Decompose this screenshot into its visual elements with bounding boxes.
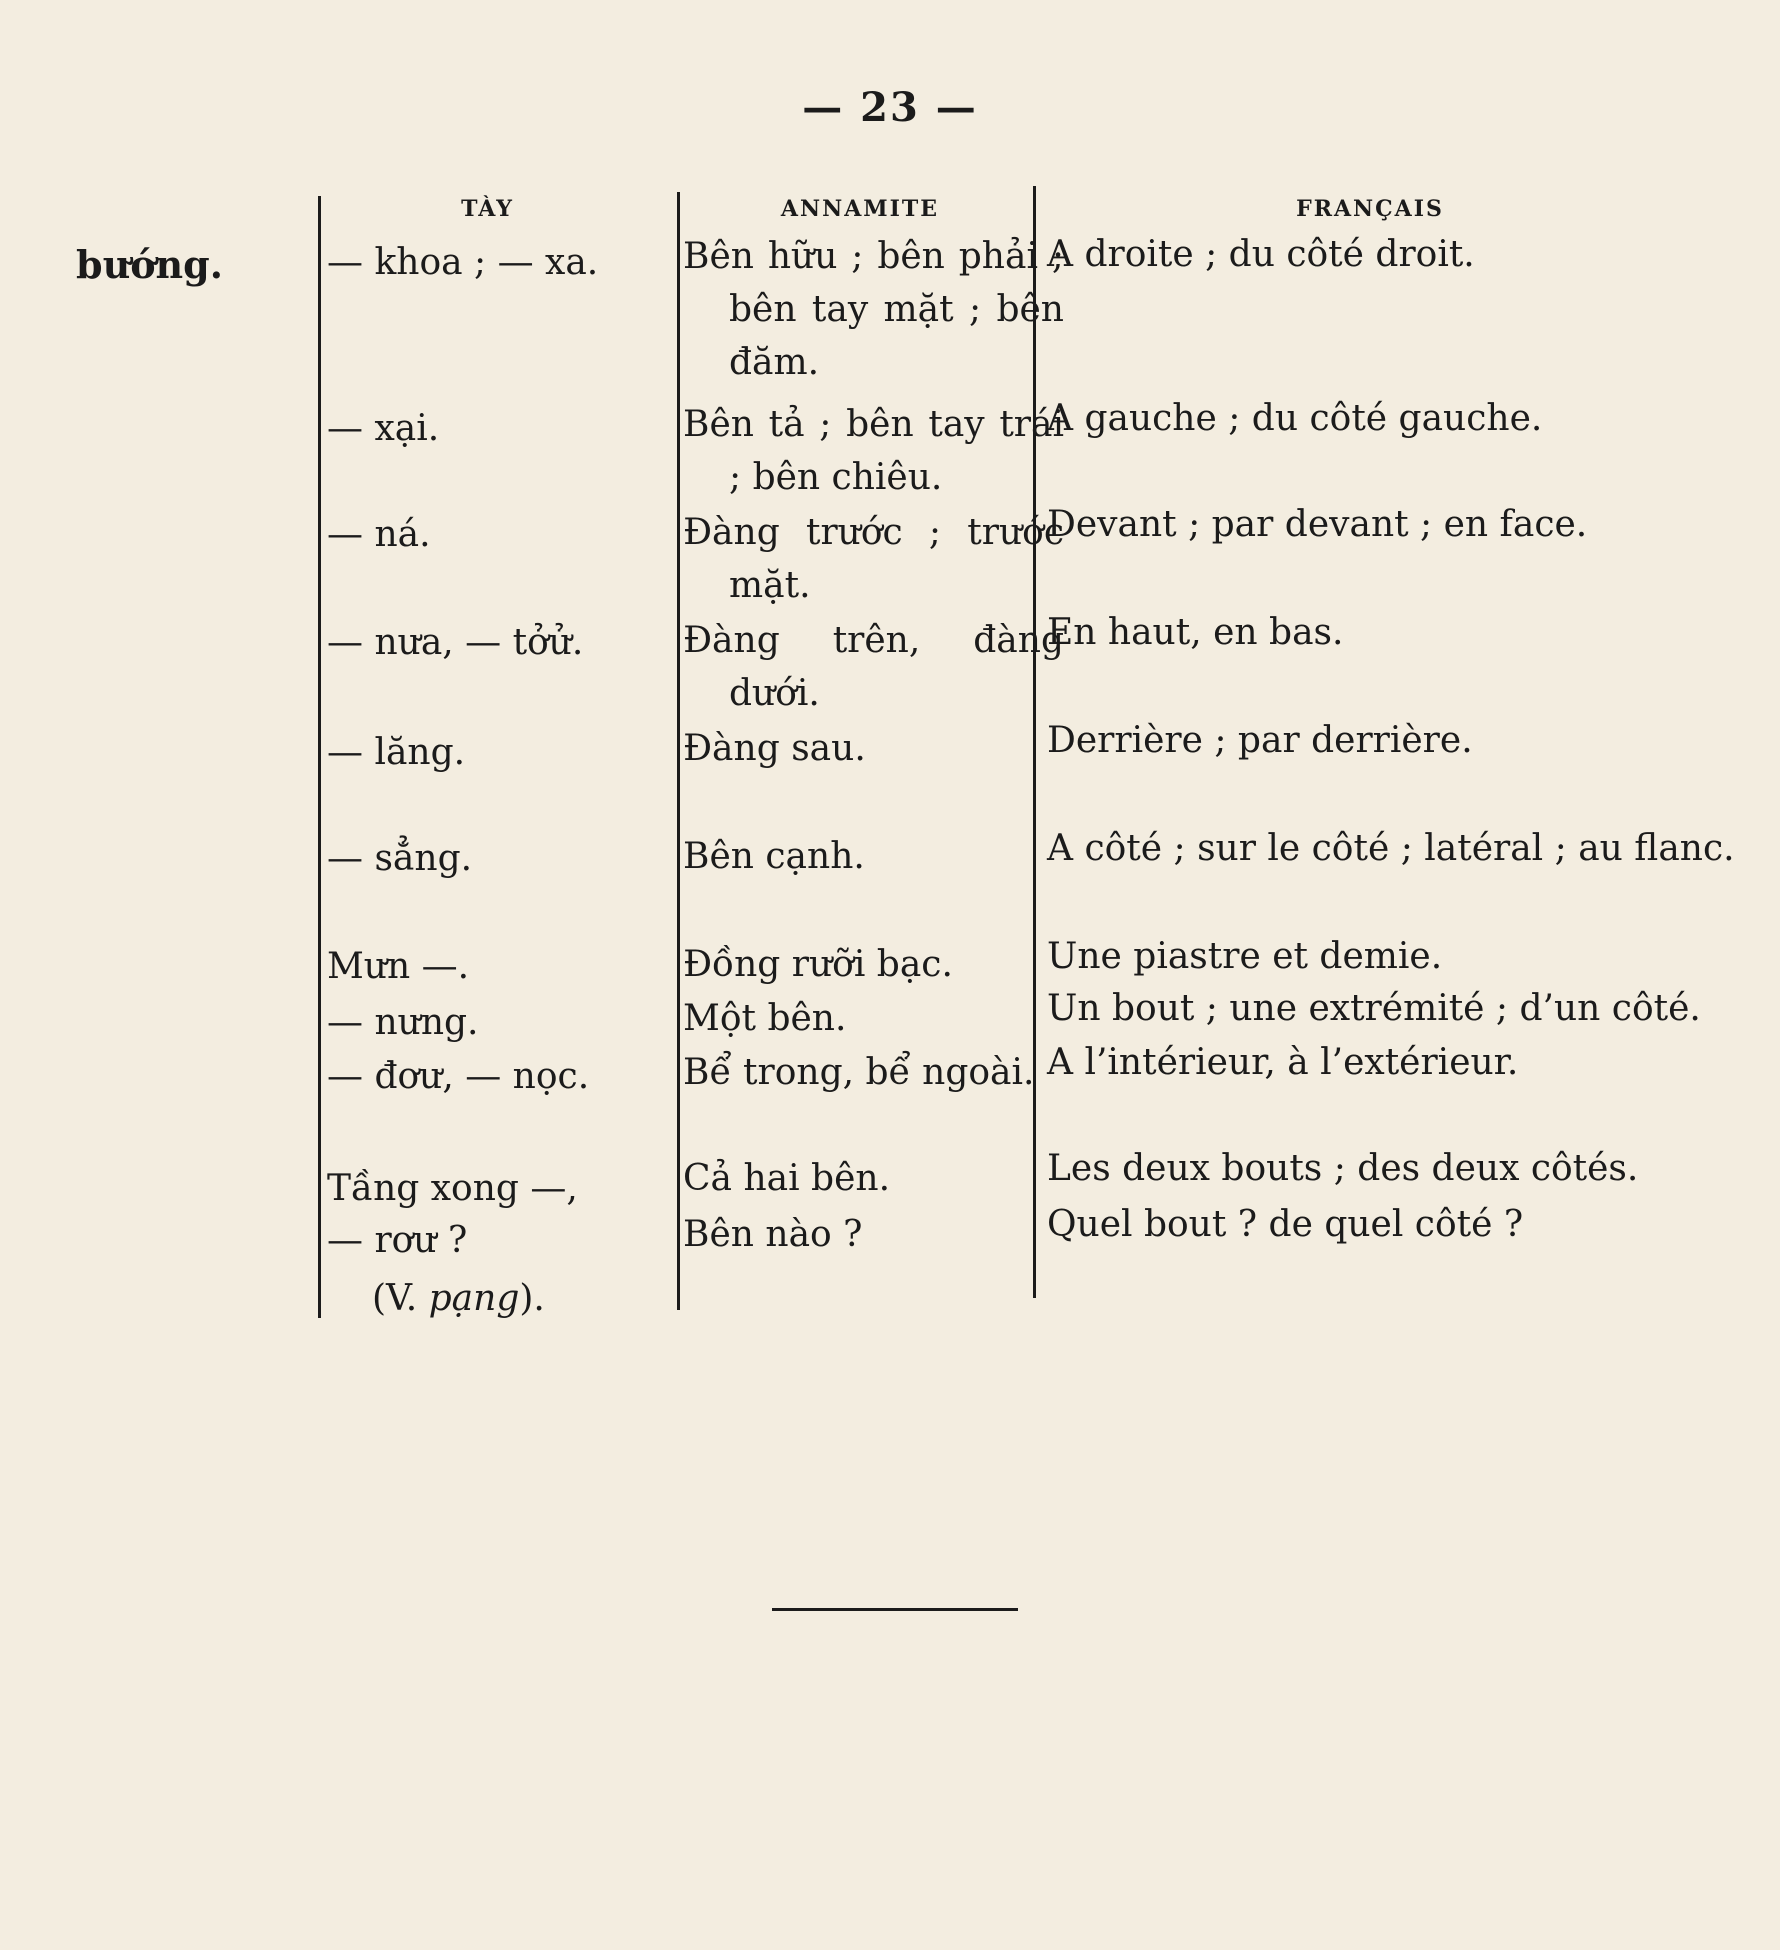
annamite-gloss: Đàng trên, đàng dưới. [683, 620, 1064, 714]
column-divider-middle [677, 192, 680, 1310]
tay-term: Mưn —. [327, 946, 470, 987]
french-gloss: A l’intérieur, à l’extérieur. [1047, 1042, 1519, 1083]
tay-term: Tầng xong —, [327, 1168, 578, 1209]
tay-term: — nưa, — tởử. [327, 622, 584, 663]
column-divider-left [318, 196, 321, 1318]
tay-term: — đơư, — nọc. [327, 1056, 590, 1097]
french-gloss: A gauche ; du côté gauche. [1047, 398, 1543, 439]
annamite-gloss: Bên hữu ; bên phải ; bên tay mặt ; bên đăm. [683, 236, 1064, 383]
tay-term: — rơư ? [327, 1220, 468, 1261]
annamite-gloss: Đồng rưỡi bạc. [683, 944, 953, 985]
french-gloss: Un bout ; une extrémité ; d’un côté. [1047, 988, 1701, 1029]
tay-term: — sẳng. [327, 838, 473, 879]
french-gloss: Devant ; par devant ; en face. [1047, 504, 1588, 545]
annamite-gloss: Bên tả ; bên tay trái ; bên chiêu. [683, 404, 1064, 498]
annamite-gloss: Bể trong, bể ngoài. [683, 1052, 1035, 1093]
french-gloss: En haut, en bas. [1047, 612, 1344, 653]
note-suffix: ). [519, 1278, 545, 1319]
column-header-tay: TÀY [461, 196, 514, 222]
french-gloss: Une piastre et demie. [1047, 936, 1443, 977]
french-gloss: Les deux bouts ; des deux côtés. [1047, 1148, 1639, 1189]
page-number: — 23 — [802, 84, 978, 131]
french-gloss: A droite ; du côté droit. [1047, 234, 1475, 275]
headword: bướng. [76, 242, 223, 287]
tay-term: — lăng. [327, 732, 466, 773]
french-gloss: Derrière ; par derrière. [1047, 720, 1473, 761]
french-gloss: A côté ; sur le côté ; latéral ; au flanc. [1047, 828, 1735, 869]
annamite-gloss: Đàng trước ; trước mặt. [683, 512, 1064, 606]
column-header-annamite: ANNAMITE [780, 196, 940, 222]
tay-term: — ná. [327, 514, 431, 555]
column-header-francais: FRANÇAIS [1296, 196, 1444, 222]
cross-reference-note [327, 1272, 712, 1325]
annamite-gloss: Đàng sau. [683, 728, 866, 769]
annamite-gloss: Cả hai bên. [683, 1158, 891, 1199]
annamite-gloss: Một bên. [683, 998, 847, 1039]
annamite-gloss: Bên cạnh. [683, 836, 865, 877]
note-prefix: (V. [372, 1278, 429, 1319]
end-rule [772, 1608, 1018, 1611]
annamite-gloss: Bên nào ? [683, 1214, 863, 1255]
tay-term: — xại. [327, 408, 440, 449]
french-gloss: Quel bout ? de quel côté ? [1047, 1204, 1524, 1245]
note-word: pạng [428, 1278, 520, 1319]
tay-term: — khoa ; — xa. [327, 242, 599, 283]
tay-term: — nưng. [327, 1002, 479, 1043]
